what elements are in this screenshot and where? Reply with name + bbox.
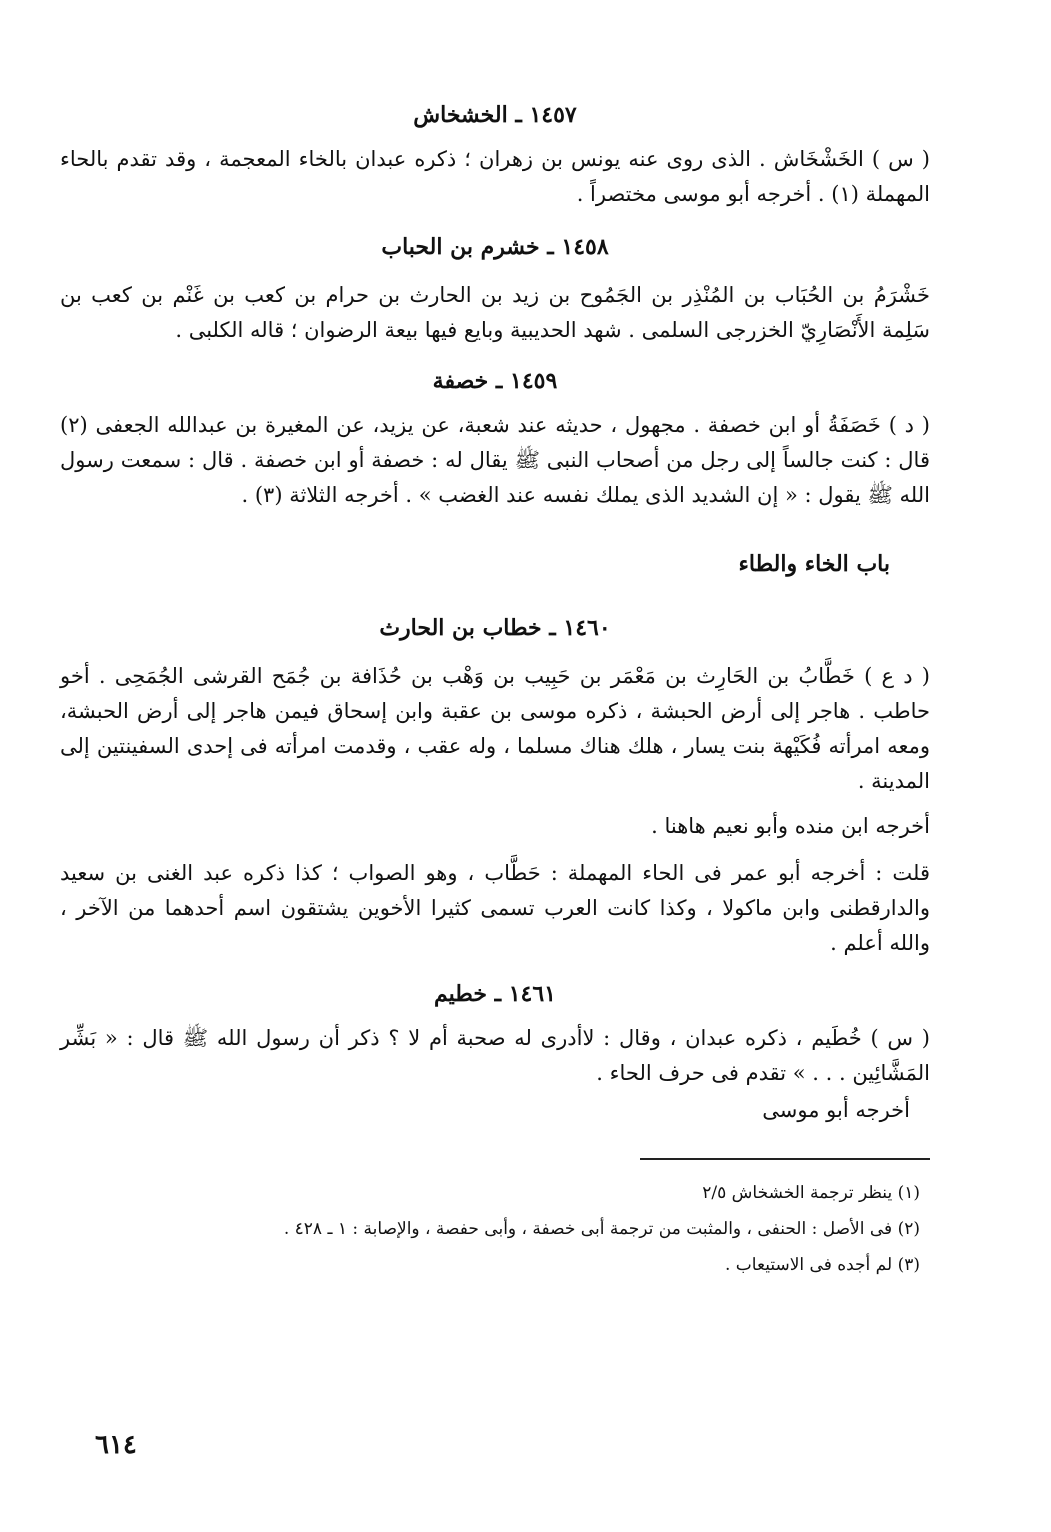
page-number: ٦١٤ xyxy=(95,1430,137,1460)
footnote-divider xyxy=(640,1158,930,1160)
footnotes xyxy=(60,1158,930,1280)
entry-heading: ١٤٥٩ ـ خصفة xyxy=(432,368,558,394)
entry-paragraph: ( د ) خَصَفَةُ أو ابن خصفة . مجهول ، حديثه عند شعبة، عن يزيد، عن المغيرة بن عبدالله الجعفى (٢) قال : كنت جالساً إلى رجل من أصحاب النبى ﷺ يقال له : خصفة أو ابن خصفة . قال : سمعت رسول الله ﷺ يقول : « إن الشديد الذى يملك نفسه عند الغضب » . أخرجه الثلاثة (٣) . xyxy=(60,413,930,507)
entry-paragraph: ( د ع ) خَطَّابُ بن الحَارِث بن مَعْمَر بن حَبِيب بن وَهْب بن حُذَافة بن جُمَح القرشى الجُمَحِى . أخو حاطب . هاجر إلى أرض الحبشة ، ذكره موسى بن عقبة وابن إسحاق فيمن هاجر إلى أرض الحبشة، ومعه امرأته فُكَيْهة بنت يسار ، هلك هناك مسلما ، وله عقب ، وقدمت امرأته فى إحدى السفينتين إلى المدينة . xyxy=(60,664,930,793)
entry xyxy=(60,611,930,961)
entry xyxy=(60,230,930,348)
entry-paragraph: ( س ) خُطَيم ، ذكره عبدان ، وقال : لاأدرى له صحبة أم لا ؟ ذكر أن رسول الله ﷺ قال : « بَشِّر المَشَّائِين . . . » تقدم فى حرف الحاء . xyxy=(60,1026,930,1085)
entry xyxy=(60,977,930,1128)
section-heading: باب الخاء والطاء xyxy=(738,551,890,577)
document-page xyxy=(60,90,930,1490)
footnote: (٣) لم أجده فى الاستيعاب . xyxy=(725,1255,920,1275)
entry-paragraph: ( س ) الخَشْخَاش . الذى روى عنه يونس بن زهران ؛ ذكره عبدان بالخاء المعجمة ، وقد تقدم بالحاء المهملة (١) . أخرجه أبو موسى مختصراً . xyxy=(60,147,930,206)
entry-paragraph: أخرجه ابن منده وأبو نعيم هاهنا . xyxy=(651,814,930,838)
entry xyxy=(60,98,930,212)
entry-heading: ١٤٦٠ ـ خطاب بن الحارث xyxy=(379,615,611,641)
footnote: (١) ينظر ترجمة الخشخاش ٢/٥ xyxy=(702,1183,920,1203)
entry-heading: ١٤٦١ ـ خطيم xyxy=(434,981,556,1007)
entry-paragraph: أخرجه أبو موسى xyxy=(762,1098,910,1122)
entry-paragraph: خَشْرَمُ بن الحُبَاب بن المُنْذِر بن الجَمُوح بن زيد بن الحارث بن حرام بن كعب بن غَنْم بن كعب بن سَلِمة الأَنْصَارِيّ الخزرجى السلمى . شهد الحديبية وبايع فيها بيعة الرضوان ؛ قاله الكلبى . xyxy=(60,283,930,342)
entry-heading: ١٤٥٧ ـ الخشخاش xyxy=(413,102,577,128)
entry xyxy=(60,364,930,513)
entry-paragraph: قلت : أخرجه أبو عمر فى الحاء المهملة : حَطَّاب ، وهو الصواب ؛ كذا ذكره عبد الغنى بن سعيد والدارقطنى وابن ماكولا ، وكذا كانت العرب تسمى كثيرا الأخوين يشتقون اسم أحدهما من الآخر ، والله أعلم . xyxy=(60,861,930,955)
footnote: (٢) فى الأصل : الحنفى ، والمثبت من ترجمة أبى خصفة ، وأبى حفصة ، والإصابة : ١ ـ ٤٢٨ . xyxy=(283,1219,920,1239)
entry-heading: ١٤٥٨ ـ خشرم بن الحباب xyxy=(381,234,609,260)
